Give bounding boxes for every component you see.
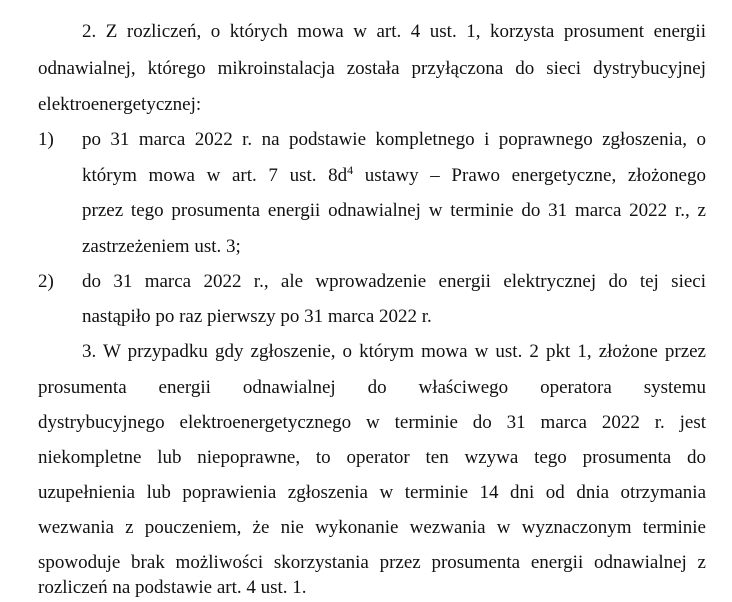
paragraph-3-line-3: dystrybucyjnego elektroenergetycznego w terminie do 31 marca 2022 r. jest — [38, 412, 706, 433]
paragraph-3-line-8: rozliczeń na podstawie art. 4 ust. 1. — [38, 577, 307, 598]
paragraph-2-line-3: elektroenergetycznej: — [38, 94, 202, 115]
item-2-line-1: do 31 marca 2022 r., ale wprowadzenie energii elektrycznej do tej sieci — [82, 271, 706, 292]
item-1-line-2-text-b: ustawy – Prawo energetyczne, złożonego — [353, 165, 706, 186]
item-1-line-4: zastrzeżeniem ust. 3; — [82, 236, 241, 257]
item-1-line-2-text-a: którym mowa w art. 7 ust. 8d — [82, 165, 348, 186]
paragraph-3-line-6: wezwania z pouczeniem, że nie wykonanie wezwania w wyznaczonym terminie — [38, 517, 706, 538]
paragraph-3-line-7: spowoduje brak możliwości skorzystania przez prosumenta energii odnawialnej z — [38, 552, 706, 573]
paragraph-3-line-4: niekompletne lub niepoprawne, to operator ten wzywa tego prosumenta do — [38, 447, 706, 468]
paragraph-3-line-2: prosumenta energii odnawialnej do właściwego operatora systemu — [38, 377, 706, 398]
item-1-footnote-superscript: 4 — [347, 163, 354, 177]
item-1-number: 1) — [38, 129, 54, 150]
item-1-line-2 — [82, 164, 706, 188]
item-1-line-3: przez tego prosumenta energii odnawialnej w terminie do 31 marca 2022 r., z — [82, 200, 706, 221]
item-1-line-1: po 31 marca 2022 r. na podstawie kompletnego i poprawnego zgłoszenia, o — [82, 129, 706, 150]
item-2-line-2: nastąpiło po raz pierwszy po 31 marca 2022 r. — [82, 306, 432, 327]
paragraph-3-line-5: uzupełnienia lub poprawienia zgłoszenia w terminie 14 dni od dnia otrzymania — [38, 482, 706, 503]
paragraph-2-line-2: odnawialnej, którego mikroinstalacja została przyłączona do sieci dystrybucyjnej — [38, 58, 706, 79]
paragraph-3-line-1: 3. W przypadku gdy zgłoszenie, o którym mowa w ust. 2 pkt 1, złożone przez — [82, 341, 706, 362]
item-2-number: 2) — [38, 271, 54, 292]
paragraph-2-line-1: 2. Z rozliczeń, o których mowa w art. 4 ust. 1, korzysta prosument energii — [82, 21, 706, 42]
